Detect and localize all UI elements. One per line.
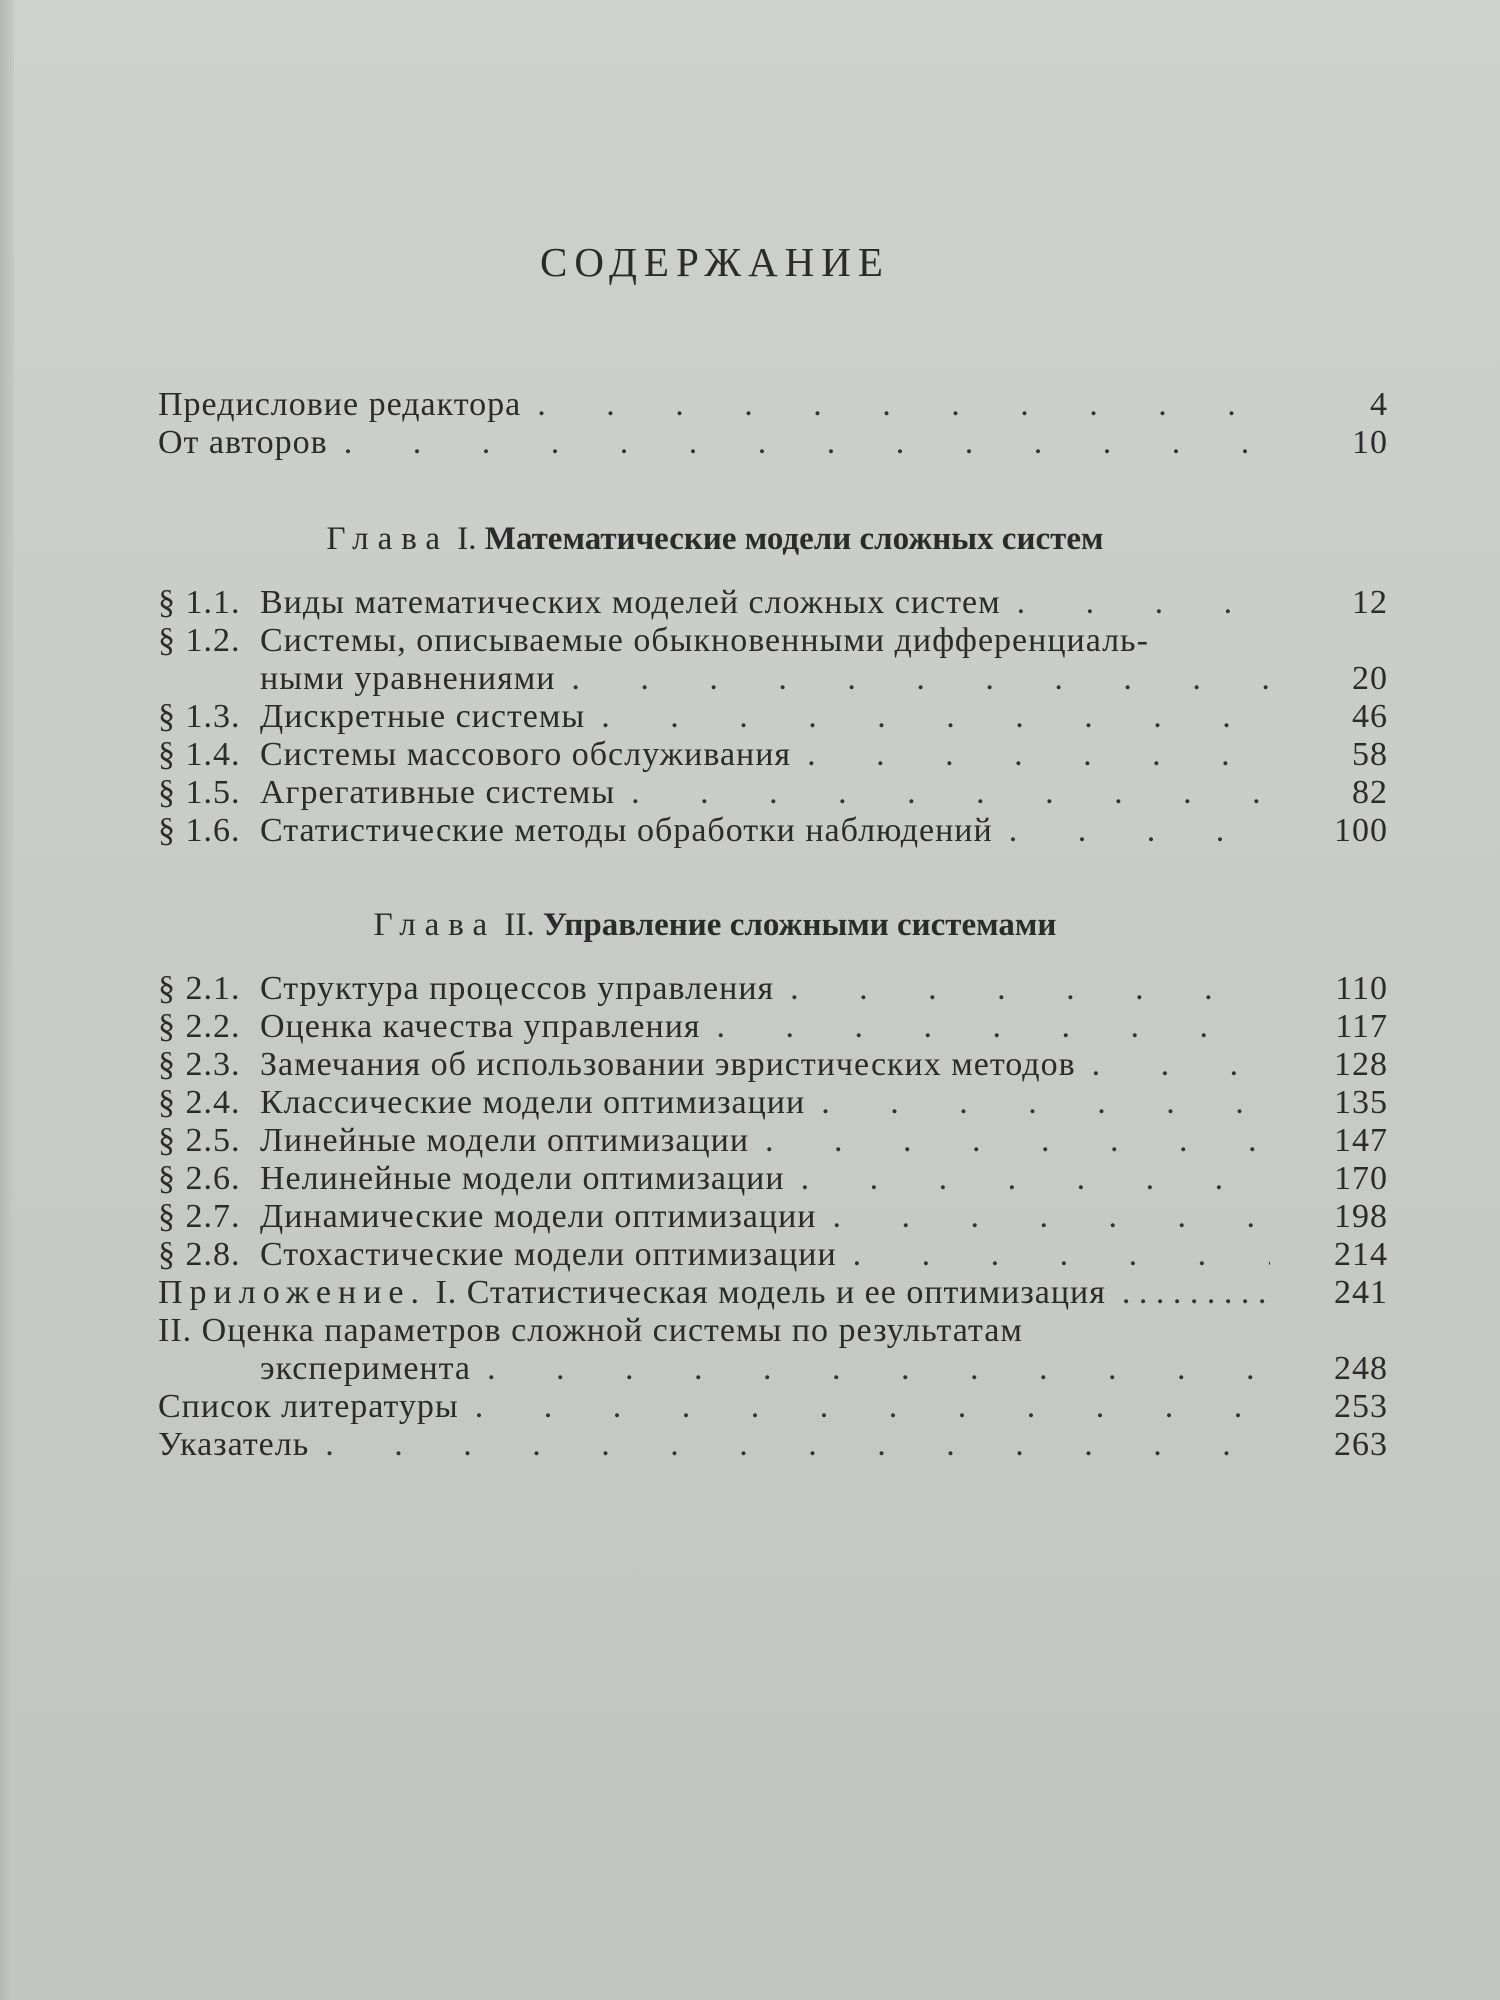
page-number: 10 — [1352, 424, 1388, 461]
dot-leader — [790, 970, 1270, 1008]
page-number: 214 — [1334, 1236, 1388, 1273]
chapter-heading-2 — [0, 905, 1430, 945]
section-number: § 2.8. — [158, 1236, 241, 1273]
page-number: 82 — [1352, 774, 1388, 811]
page-number: 100 — [1334, 812, 1388, 849]
toc-entry-label: Нелинейные модели оптимизации — [260, 1160, 785, 1197]
dot-leader — [807, 736, 1270, 774]
section-number: § 1.3. — [158, 698, 241, 735]
toc-entry-section[interactable] — [158, 774, 1388, 812]
section-number: § 1.5. — [158, 774, 241, 811]
dot-leader — [1092, 1046, 1270, 1084]
page-number: 4 — [1370, 386, 1388, 423]
toc-entry-preface[interactable] — [158, 386, 1388, 424]
dot-leader — [487, 1350, 1270, 1388]
section-number: § 2.5. — [158, 1122, 241, 1159]
toc-entry-section[interactable] — [158, 698, 1388, 736]
page-number: 170 — [1334, 1160, 1388, 1197]
page-number: 110 — [1335, 970, 1388, 1007]
toc-entry-label: эксперимента — [260, 1350, 472, 1387]
section-number: § 2.3. — [158, 1046, 241, 1083]
toc-entry-literature[interactable] — [158, 1388, 1388, 1426]
page-number: 117 — [1335, 1008, 1388, 1045]
page-number: 46 — [1352, 698, 1388, 735]
section-number: § 2.7. — [158, 1198, 241, 1235]
toc-entry-label: Классические модели оптимизации — [260, 1084, 806, 1121]
page-number: 58 — [1352, 736, 1388, 773]
page-number: 12 — [1352, 584, 1388, 621]
toc-entry-label: I. Статистическая модель и ее оптимизация — [435, 1274, 1106, 1311]
dot-leader — [765, 1122, 1270, 1160]
section-number: § 1.4. — [158, 736, 241, 773]
chapter1-sections — [158, 584, 1388, 850]
dot-leader — [475, 1388, 1270, 1426]
toc-entry-section[interactable] — [158, 1198, 1388, 1236]
dot-leader — [537, 386, 1270, 424]
dot-leader — [571, 660, 1270, 698]
toc-entry-label: Агрегативные системы — [260, 774, 616, 811]
section-number: § 2.6. — [158, 1160, 241, 1197]
toc-entry-label: Замечания об использовании эвристических методов — [260, 1046, 1076, 1083]
dot-leader — [344, 424, 1270, 462]
front-matter — [158, 386, 1388, 462]
toc-entry-section[interactable] — [158, 736, 1388, 774]
section-number: § 1.2. — [158, 622, 241, 659]
dot-leader — [801, 1160, 1270, 1198]
toc-entry-section[interactable] — [158, 1236, 1388, 1274]
chapter-number: I. — [457, 521, 477, 557]
dot-leader — [821, 1084, 1270, 1122]
toc-entry-label: Системы, описываемые обыкновенными дифференциаль- — [260, 622, 1149, 659]
toc-entry-section[interactable] — [158, 1046, 1388, 1084]
page-number: 147 — [1334, 1122, 1388, 1159]
section-number: § 2.1. — [158, 970, 241, 1007]
page-edge — [0, 0, 14, 2000]
toc-entry-label: Оценка качества управления — [260, 1008, 701, 1045]
page-number: 135 — [1334, 1084, 1388, 1121]
toc-entry-section[interactable] — [158, 584, 1388, 622]
toc-entry-label: Стохастические модели оптимизации — [260, 1236, 837, 1273]
toc-entry-label: II. Оценка параметров сложной системы по результатам — [158, 1312, 1023, 1349]
toc-entry-from-authors[interactable] — [158, 424, 1388, 462]
dot-leader — [325, 1426, 1270, 1464]
chapter-heading-1 — [0, 519, 1430, 559]
toc-entry-section[interactable] — [158, 1160, 1388, 1198]
chapter-word: Глава — [373, 907, 497, 943]
toc-entry-label: Предисловие редактора — [158, 386, 522, 423]
dot-leader — [1017, 584, 1270, 622]
page-number: 198 — [1334, 1198, 1388, 1235]
toc-entry-section[interactable] — [158, 1084, 1388, 1122]
section-number: § 2.2. — [158, 1008, 241, 1045]
appendix-word: Приложение. — [158, 1274, 426, 1311]
chapter-word: Глава — [326, 521, 450, 557]
toc-entry-label: Дискретные системы — [260, 698, 586, 735]
toc-entry-section[interactable] — [158, 970, 1388, 1008]
section-number: § 2.4. — [158, 1084, 241, 1121]
toc-entry-section[interactable] — [158, 622, 1388, 660]
dot-leader — [631, 774, 1270, 812]
chapter2-sections — [158, 970, 1388, 1464]
dot-leader — [832, 1198, 1270, 1236]
toc-entry-appendix-1[interactable] — [158, 1274, 1388, 1312]
toc-entry-section[interactable] — [158, 812, 1388, 850]
page-number: 263 — [1334, 1426, 1388, 1463]
toc-entry-label: Указатель — [158, 1426, 310, 1463]
toc-entry-label: Динамические модели оптимизации — [260, 1198, 817, 1235]
toc-entry-appendix-2[interactable] — [158, 1312, 1388, 1350]
toc-entry-section[interactable] — [158, 1008, 1388, 1046]
chapter-title: Управление сложными системами — [542, 907, 1057, 943]
toc-entry-section[interactable] — [158, 1122, 1388, 1160]
page-number: 241 — [1334, 1274, 1388, 1311]
dot-leader — [853, 1236, 1270, 1274]
toc-entry-label: Линейные модели оптимизации — [260, 1122, 750, 1159]
toc-entry-label: ными уравнениями — [260, 660, 556, 697]
dot-leader — [1009, 812, 1270, 850]
page-number: 253 — [1334, 1388, 1388, 1425]
toc-entry-label: Системы массового обслуживания — [260, 736, 792, 773]
toc-entry-continuation — [158, 660, 1388, 698]
toc-entry-label: Список литературы — [158, 1388, 459, 1425]
dot-leader — [717, 1008, 1270, 1046]
chapter-title: Математические модели сложных систем — [484, 521, 1104, 557]
page-number: 128 — [1334, 1046, 1388, 1083]
page-title: СОДЕРЖАНИЕ — [540, 239, 890, 285]
page-number: 20 — [1352, 660, 1388, 697]
toc-entry-continuation — [158, 1350, 1388, 1388]
toc-entry-label: От авторов — [158, 424, 328, 461]
toc-entry-label: Статистические методы обработки наблюдений — [260, 812, 993, 849]
dot-leader — [601, 698, 1270, 736]
toc-entry-label: Структура процессов управления — [260, 970, 775, 1007]
chapter-number: II. — [504, 907, 535, 943]
section-number: § 1.6. — [158, 812, 241, 849]
section-number: § 1.1. — [158, 584, 241, 621]
toc-entry-label: Виды математических моделей сложных систем — [260, 584, 1001, 621]
page-number: 248 — [1334, 1350, 1388, 1387]
toc-entry-index[interactable] — [158, 1426, 1388, 1464]
